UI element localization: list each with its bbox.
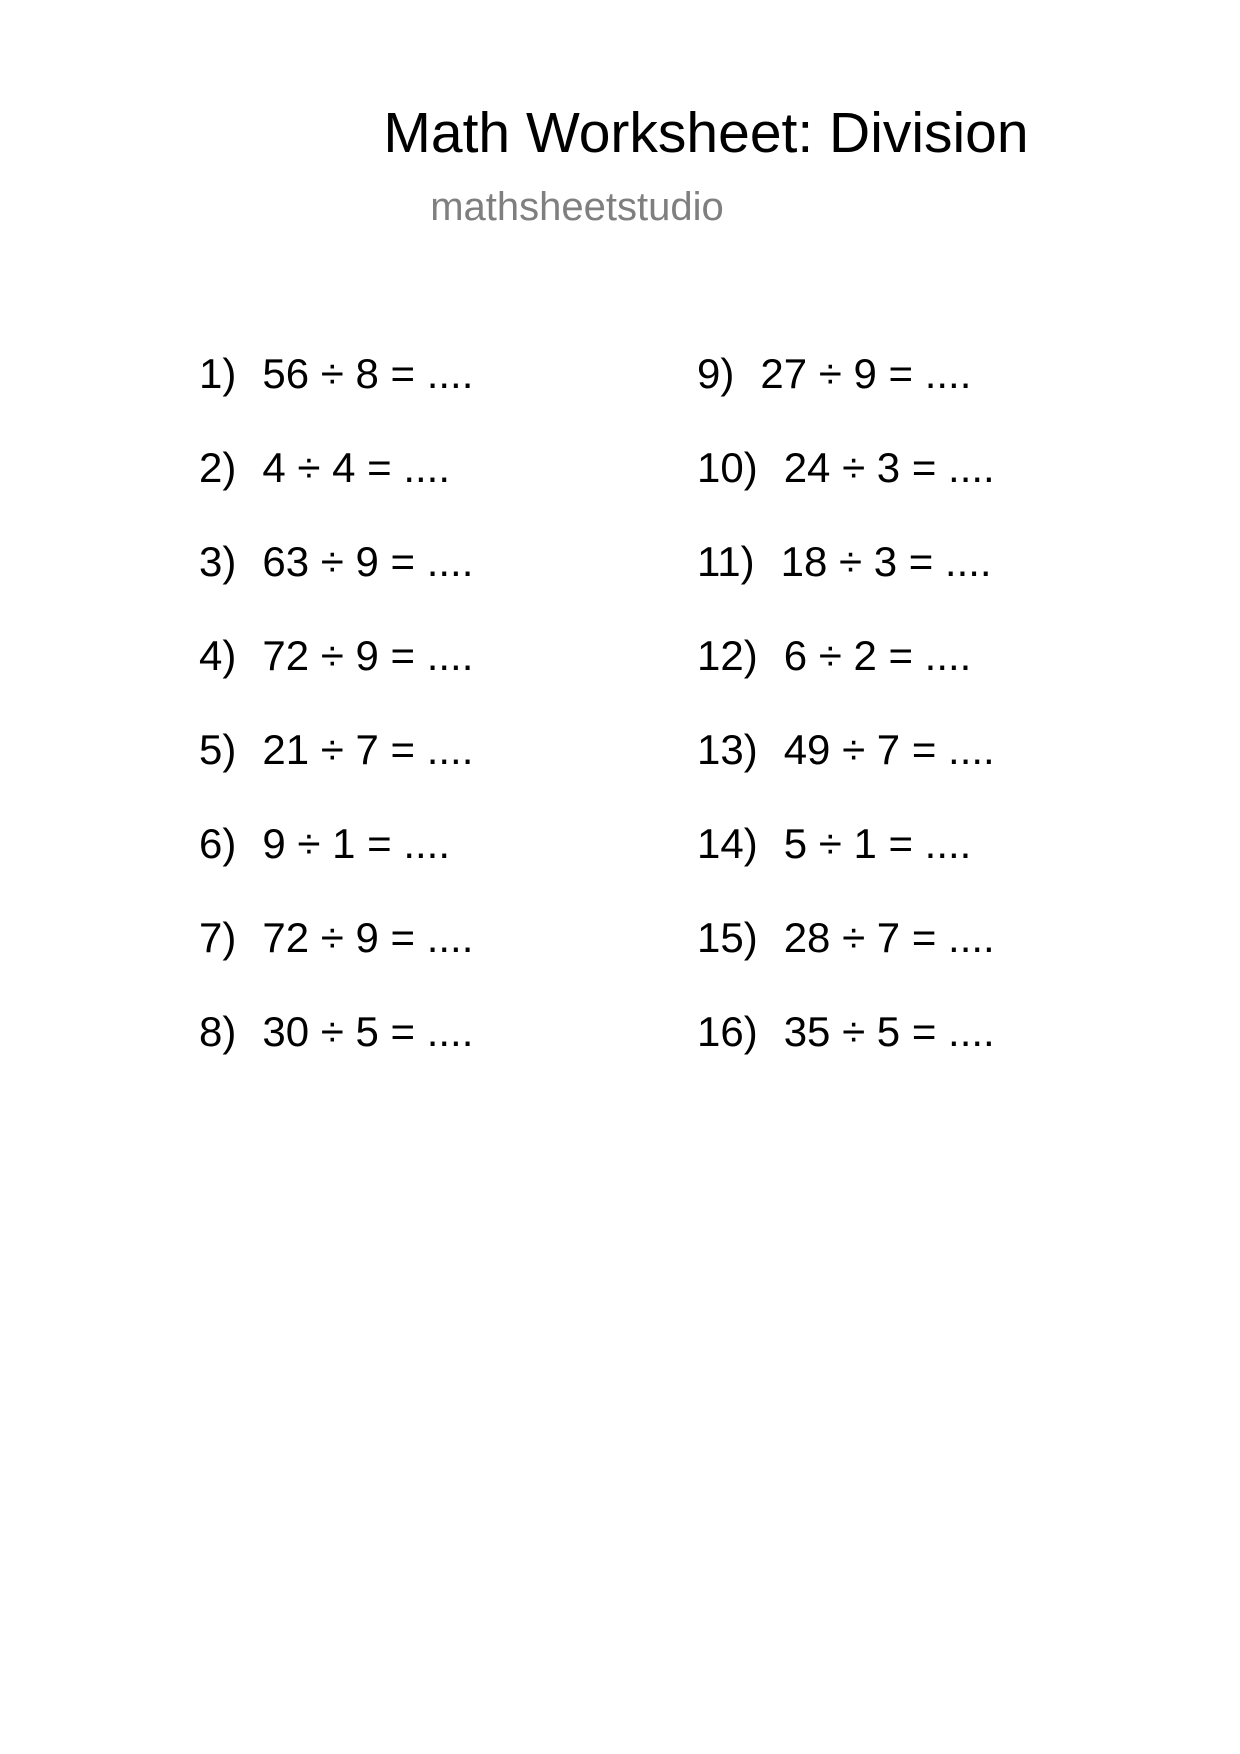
problem-number: 3): [199, 538, 237, 585]
problem-item: [199, 818, 473, 912]
problem-number: 9): [697, 350, 735, 397]
problem-expression: 9 ÷ 1 = ....: [262, 820, 451, 867]
problem-number: 12): [697, 632, 758, 679]
problem-number: 11): [697, 538, 755, 585]
problem-expression: 4 ÷ 4 = ....: [262, 444, 451, 491]
problem-expression: 24 ÷ 3 = ....: [783, 444, 995, 491]
problem-expression: 35 ÷ 5 = ....: [783, 1008, 995, 1055]
problem-number: 16): [697, 1008, 758, 1055]
problem-expression: 72 ÷ 9 = ....: [262, 632, 474, 679]
page-title: Math Worksheet: Division: [383, 101, 1029, 165]
problem-item: [697, 442, 995, 536]
problem-item: [697, 818, 995, 912]
problem-number: 5): [199, 726, 237, 773]
problem-item: [199, 724, 473, 818]
page-subtitle: mathsheetstudio: [430, 185, 724, 229]
problem-expression: 30 ÷ 5 = ....: [262, 1008, 474, 1055]
problem-item: [697, 724, 995, 818]
problem-expression: 49 ÷ 7 = ....: [783, 726, 995, 773]
problem-item: [199, 1006, 473, 1100]
problem-item: [199, 536, 473, 630]
problem-number: 6): [199, 820, 237, 867]
problem-item: [199, 912, 473, 1006]
problem-number: 7): [199, 914, 237, 961]
problem-expression: 5 ÷ 1 = ....: [783, 820, 972, 867]
problem-expression: 63 ÷ 9 = ....: [262, 538, 474, 585]
problem-number: 10): [697, 444, 758, 491]
problem-number: 8): [199, 1008, 237, 1055]
problem-item: [697, 348, 995, 442]
problem-column-left: [199, 348, 473, 1100]
problem-number: 4): [199, 632, 237, 679]
problem-column-right: [697, 348, 995, 1100]
problem-number: 2): [199, 444, 237, 491]
problem-expression: 56 ÷ 8 = ....: [262, 350, 474, 397]
problem-number: 14): [697, 820, 758, 867]
problem-expression: 6 ÷ 2 = ....: [783, 632, 972, 679]
problem-expression: 21 ÷ 7 = ....: [262, 726, 474, 773]
problem-item: [697, 630, 995, 724]
problem-expression: 27 ÷ 9 = ....: [760, 350, 972, 397]
problem-item: [697, 536, 995, 630]
problem-item: [199, 348, 473, 442]
problem-item: [199, 630, 473, 724]
problem-expression: 72 ÷ 9 = ....: [262, 914, 474, 961]
problem-number: 15): [697, 914, 758, 961]
problem-number: 13): [697, 726, 758, 773]
problem-item: [697, 912, 995, 1006]
problem-item: [199, 442, 473, 536]
problem-item: [697, 1006, 995, 1100]
problem-expression: 18 ÷ 3 = ....: [780, 538, 992, 585]
problem-number: 1): [199, 350, 237, 397]
problem-expression: 28 ÷ 7 = ....: [783, 914, 995, 961]
